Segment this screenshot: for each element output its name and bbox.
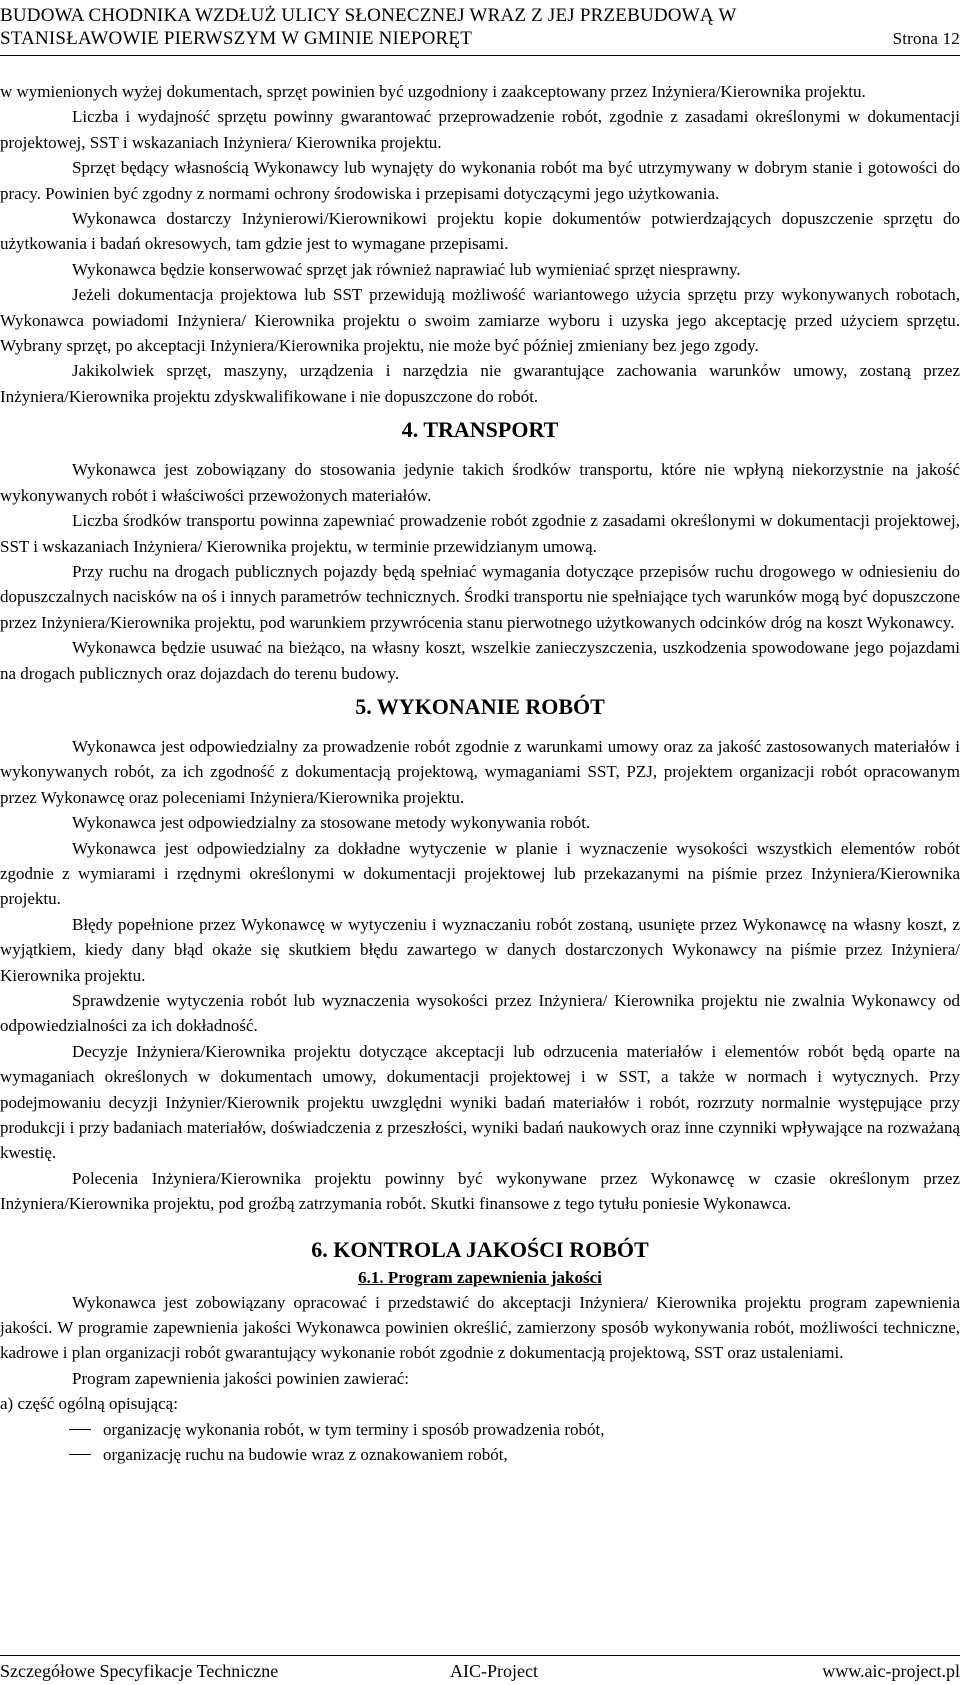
dash-bullet-icon xyxy=(69,1454,91,1455)
paragraph: Sprawdzenie wytyczenia robót lub wyznaczenia wysokości przez Inżyniera/ Kierownika projektu nie zwalnia Wykonawcy od odpowiedzialności za ich dokładność. xyxy=(0,991,960,1036)
header-divider xyxy=(0,55,960,56)
page-number: Strona 12 xyxy=(892,29,960,48)
paragraph: Wykonawca będzie usuwać na bieżąco, na własny koszt, wszelkie zanieczyszczenia, uszkodzenia spowodowane jego pojazdami na drogach publicznych oraz dojazdach do terenu budowy. xyxy=(0,638,960,683)
paragraph: Wykonawca jest zobowiązany opracować i przedstawić do akceptacji Inżyniera/ Kierownika projektu program zapewnienia jakości. W programie zapewnienia jakości Wykonawca powinien określić, zamierzony sposób wykonywania robót, możliwości techniczne, kadrowe i plan organizacji robót gwarantujący wykonanie robót zgodnie z dokumentacją projektową, SST oraz ustaleniami. xyxy=(0,1292,960,1363)
bullet-list xyxy=(0,1417,960,1468)
paragraph: Błędy popełnione przez Wykonawcę w wytyczeniu i wyznaczaniu robót zostaną, usunięte przez Wykonawcę na własny koszt, z wyjątkiem, kiedy dany błąd okaże się skutkiem błędu zawartego w danych dostarczonych Wykonawcy na piśmie przez Inżyniera/ Kierownika projektu. xyxy=(0,914,960,985)
paragraph: Liczba i wydajność sprzętu powinny gwarantować przeprowadzenie robót, zgodnie z zasadami określonymi w dokumentacji projektowej, SST i wskazaniach Inżyniera/ Kierownika projektu. xyxy=(0,107,960,152)
paragraph: Wykonawca jest odpowiedzialny za prowadzenie robót zgodnie z warunkami umowy oraz za jakość zastosowanych materiałów i wykonywanych robót, za ich zgodność z dokumentacją projektową, wymaganiami SST, PZJ, projektem organizacji robót opracowanym przez Wykonawcę oraz poleceniami Inżyniera/Kierownika projektu. xyxy=(0,736,960,807)
list-item xyxy=(0,1442,960,1467)
paragraph: Liczba środków transportu powinna zapewniać prowadzenie robót zgodnie z zasadami określonymi w dokumentacji projektowej, SST i wskazaniach Inżyniera/ Kierownika projektu, w terminie przewidzianym umową. xyxy=(0,511,960,556)
paragraph: Wykonawca jest odpowiedzialny za stosowane metody wykonywania robót. xyxy=(72,813,591,833)
paragraph: Wykonawca będzie konserwować sprzęt jak również naprawiać lub wymieniać sprzęt niesprawny. xyxy=(72,259,741,279)
subsection-heading-program-zapewnienia-jakosci: 6.1. Program zapewnienia jakości xyxy=(358,1267,602,1287)
header-title-line-2: STANISŁAWOWIE PIERWSZYM W GMINIE NIEPORĘT xyxy=(0,28,473,49)
list-intro: a) część ogólną opisującą: xyxy=(0,1394,178,1414)
list-item-text: organizację wykonania robót, w tym terminy i sposób prowadzenia robót, xyxy=(103,1419,605,1439)
paragraph: Sprzęt będący własnością Wykonawcy lub wynajęty do wykonania robót ma być utrzymywany w dobrym stanie i gotowości do pracy. Powinien być zgodny z normami ochrony środowiska i przepisami dotyczącymi jego użytkowania. xyxy=(0,158,960,203)
section-heading-wykonanie-robot: 5. WYKONANIE ROBÓT xyxy=(355,693,605,719)
paragraph: Polecenia Inżyniera/Kierownika projektu powinny być wykonywane przez Wykonawcę w czasie określonym przez Inżyniera/Kierownika projektu, pod groźbą zatrzymania robót. Skutki finansowe z tego tytułu poniesie Wykonawca. xyxy=(0,1168,960,1214)
footer-website-link[interactable]: www.aic-project.pl xyxy=(822,1661,960,1681)
footer-company: AIC-Project xyxy=(450,1661,538,1681)
paragraph: w wymienionych wyżej dokumentach, sprzęt powinien być uzgodniony i zaakceptowany przez Inżyniera/Kierownika projektu. xyxy=(0,82,866,101)
paragraph: Przy ruchu na drogach publicznych pojazdy będą spełniać wymagania dotyczące przepisów ruchu drogowego w odniesieniu do dopuszczalnych nacisków na oś i innych parametrów technicznych. Środki transportu nie spełniające tych warunków mogą być dopuszczone przez Inżyniera/Kierownika projektu, pod warunkiem przywrócenia stanu pierwotnego użytkowanych odcinków dróg na koszt Wykonawcy. xyxy=(0,561,960,632)
dash-bullet-icon xyxy=(69,1429,91,1430)
document-body xyxy=(0,79,960,1468)
header-title-line-1: BUDOWA CHODNIKA WZDŁUŻ ULICY SŁONECZNEJ WRAZ Z JEJ PRZEBUDOWĄ W xyxy=(0,5,737,26)
paragraph: Jakikolwiek sprzęt, maszyny, urządzenia i narzędzia nie gwarantujące zachowania warunków umowy, zostaną przez Inżyniera/Kierownika projektu zdyskwalifikowane i nie dopuszczone do robót. xyxy=(0,361,960,406)
section-heading-kontrola-jakosci: 6. KONTROLA JAKOŚCI ROBÓT xyxy=(311,1236,649,1262)
paragraph: Wykonawca jest zobowiązany do stosowania jedynie takich środków transportu, które nie wpłyną niekorzystnie na jakość wykonywanych robót i właściwości przewożonych materiałów. xyxy=(0,460,960,505)
paragraph: Decyzje Inżyniera/Kierownika projektu dotyczące akceptacji lub odrzucenia materiałów i elementów robót będą oparte na wymaganiach określonych w dokumentach umowy, dokumentacji projektowej i w SST, a także w normach i wytycznych. Przy podejmowaniu decyzji Inżynier/Kierownik projektu uwzględni wyniki badań materiałów i robót, rozrzuty normalnie występujące przy produkcji i przy badaniach materiałów, doświadczenia z przeszłości, wyniki badań naukowych oraz inne czynniki wpływające na rozważaną kwestię. xyxy=(0,1041,960,1163)
list-item-text: organizację ruchu na budowie wraz z oznakowaniem robót, xyxy=(103,1445,508,1465)
page-header xyxy=(0,4,960,50)
paragraph: Jeżeli dokumentacja projektowa lub SST przewidują możliwość wariantowego użycia sprzętu przy wykonywanych robotach, Wykonawca powiadomi Inżyniera/ Kierownika projektu o swoim zamiarze wyboru i uzyska jego akceptację przed użyciem sprzętu. Wybrany sprzęt, po akceptacji Inżyniera/Kierownika projektu, nie może być później zmieniany bez jego zgody. xyxy=(0,285,960,356)
paragraph: Program zapewnienia jakości powinien zawierać: xyxy=(72,1368,410,1388)
paragraph: Wykonawca dostarczy Inżynierowi/Kierownikowi projektu kopie dokumentów potwierdzających dopuszczenie sprzętu do użytkowania i badań okresowych, tam gdzie jest to wymagane przepisami. xyxy=(0,209,960,254)
paragraph: Wykonawca jest odpowiedzialny za dokładne wytyczenie w planie i wyznaczenie wysokości wszystkich elementów robót zgodnie z wymiarami i rzędnymi określonymi w dokumentacji projektowej lub przekazanymi na piśmie przez Inżyniera/Kierownika projektu. xyxy=(0,838,960,909)
list-item xyxy=(0,1417,960,1442)
footer-left-text: Szczegółowe Specyfikacje Techniczne xyxy=(0,1661,279,1681)
section-heading-transport: 4. TRANSPORT xyxy=(401,417,559,443)
footer-divider xyxy=(0,1655,960,1656)
